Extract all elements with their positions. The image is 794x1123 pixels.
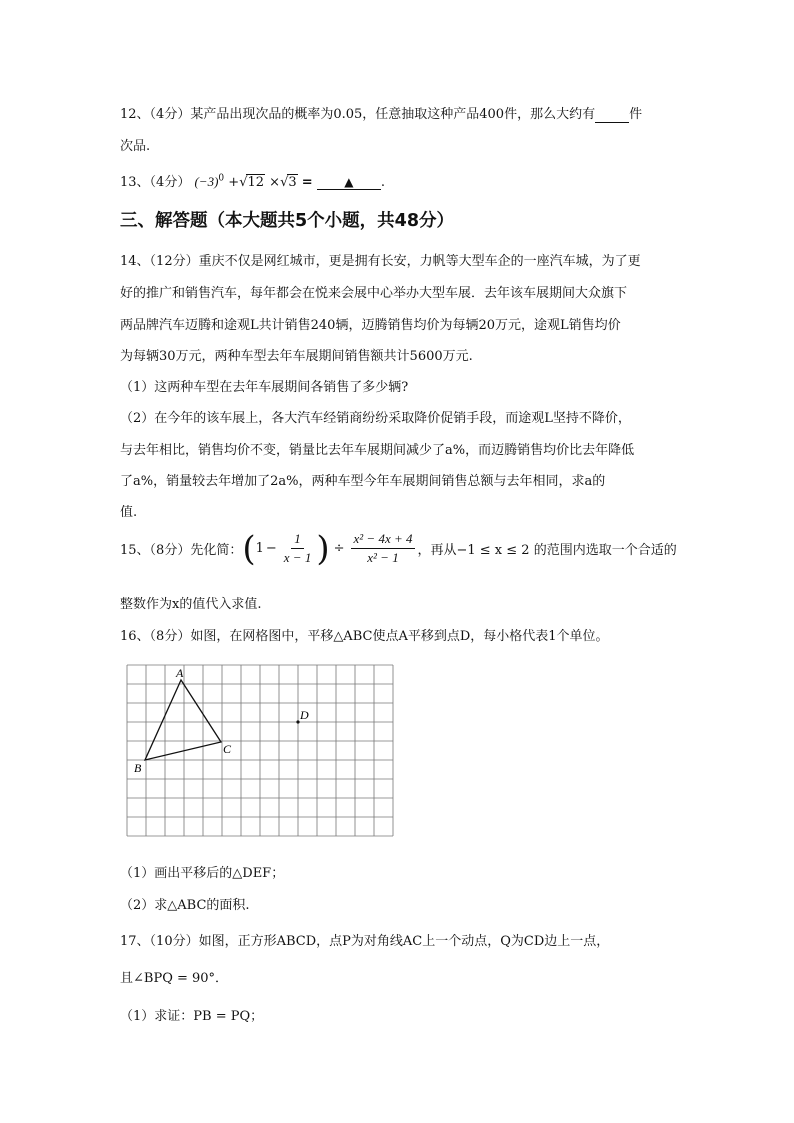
q15-line2: 整数作为x的值代入求值. bbox=[120, 597, 262, 612]
q15-minus: − bbox=[265, 541, 277, 556]
q13-equals: = bbox=[301, 175, 313, 190]
q15-fraction-2 bbox=[351, 530, 416, 567]
q14-line-2: 好的推广和销售汽车，每年都会在悦来会展中心举办大型车展．去年该车展期间大众旗下 bbox=[120, 286, 628, 301]
q13-times: × bbox=[269, 175, 281, 190]
q13-exponent: 0 bbox=[218, 173, 225, 184]
q14-part1: （1）这两种车型在去年车展期间各销售了多少辆? bbox=[120, 380, 409, 395]
q16-part1: （1）画出平移后的△DEF； bbox=[120, 866, 285, 881]
q13-answer-blank[interactable] bbox=[317, 175, 381, 190]
q14-part2-line-3: 了a%，销量较去年增加了2a%，两种车型今年车展期间销售总额与去年相同，求a的 bbox=[120, 474, 606, 489]
q13-end: . bbox=[380, 175, 385, 190]
q14-part2-line-1: （2）在今年的该车展上，各大汽车经销商纷纷采取降价促销手段，而途观L坚持不降价， bbox=[120, 411, 631, 426]
q13-plus: + bbox=[228, 175, 240, 190]
q14-line-3: 两品牌汽车迈腾和途观L共计销售240辆，迈腾销售均价为每辆20万元，途观L销售均价 bbox=[120, 318, 621, 333]
q15-one: 1 bbox=[255, 541, 264, 556]
section-heading: 三、解答题（本大题共5个小题，共48分） bbox=[120, 211, 455, 231]
q15-frac1-den: x − 1 bbox=[283, 550, 312, 565]
q12-line2: 次品. bbox=[120, 139, 151, 154]
label-d: D bbox=[300, 708, 309, 722]
q14-line-1: 14、（12分）重庆不仅是网红城市，更是拥有长安，力帆等大型车企的一座汽车城，为了更 bbox=[120, 254, 641, 269]
q15-frac2-den: x² − 1 bbox=[367, 550, 399, 565]
q13-line bbox=[120, 171, 385, 190]
q16-grid-figure bbox=[120, 660, 405, 845]
q15-fraction-1 bbox=[281, 530, 315, 567]
q17-line2: 且∠BPQ = 90°． bbox=[120, 971, 229, 986]
triangle-abc bbox=[145, 680, 221, 760]
q13-radicand-1: 12 bbox=[247, 175, 265, 190]
q13-radicand-2: 3 bbox=[288, 175, 297, 190]
q15-after: ，再从−1 ≤ x ≤ 2 的范围内选取一个合适的 bbox=[417, 543, 677, 558]
q14-part2-line-2: 与去年相比，销售均价不变，销量比去年车展期间减少了a%，而迈腾销售均价比去年降低 bbox=[120, 443, 635, 458]
q16-part2: （2）求△ABC的面积. bbox=[120, 898, 250, 913]
q17-part1: （1）求证：PB = PQ； bbox=[120, 1009, 264, 1024]
q16-text: 16、（8分）如图，在网格图中，平移△ABC使点A平移到点D，每小格代表1个单位。 bbox=[120, 629, 609, 644]
label-b: B bbox=[134, 761, 142, 775]
q12-line1 bbox=[120, 103, 642, 123]
q15-divide: ÷ bbox=[333, 541, 345, 556]
q15-frac2-num: x² − 4x + 4 bbox=[351, 530, 416, 549]
grid bbox=[127, 665, 393, 836]
q15-prefix: 15、（8分）先化简： bbox=[120, 543, 243, 558]
sqrt-symbol-2: √ bbox=[280, 175, 289, 190]
q12-answer-blank[interactable] bbox=[595, 107, 629, 123]
q14-line-4: 为每辆30万元，两种车型去年车展期间销售额共计5600万元. bbox=[120, 349, 473, 364]
q12-text: 12、（4分）某产品出现次品的概率为0.05，任意抽取这种产品400件，那么大约有 bbox=[120, 107, 596, 122]
q17-line1: 17、（10分）如图，正方形ABCD，点P为对角线AC上一个动点，Q为CD边上一点， bbox=[120, 934, 610, 949]
q14-part2-line-4: 值. bbox=[120, 505, 138, 520]
q13-prefix: 13、（4分） bbox=[120, 175, 191, 190]
right-paren: ) bbox=[316, 528, 330, 569]
label-c: C bbox=[223, 742, 232, 756]
q15-line1 bbox=[120, 530, 677, 567]
sqrt-symbol-1: √ bbox=[239, 175, 248, 190]
label-a: A bbox=[176, 666, 184, 680]
q13-base: (−3) bbox=[194, 174, 219, 189]
q12-text-end: 件 bbox=[629, 107, 643, 122]
triangle-marker-icon: ▲ bbox=[344, 175, 354, 189]
left-paren: ( bbox=[242, 528, 256, 569]
q15-frac1-num: 1 bbox=[291, 530, 304, 549]
